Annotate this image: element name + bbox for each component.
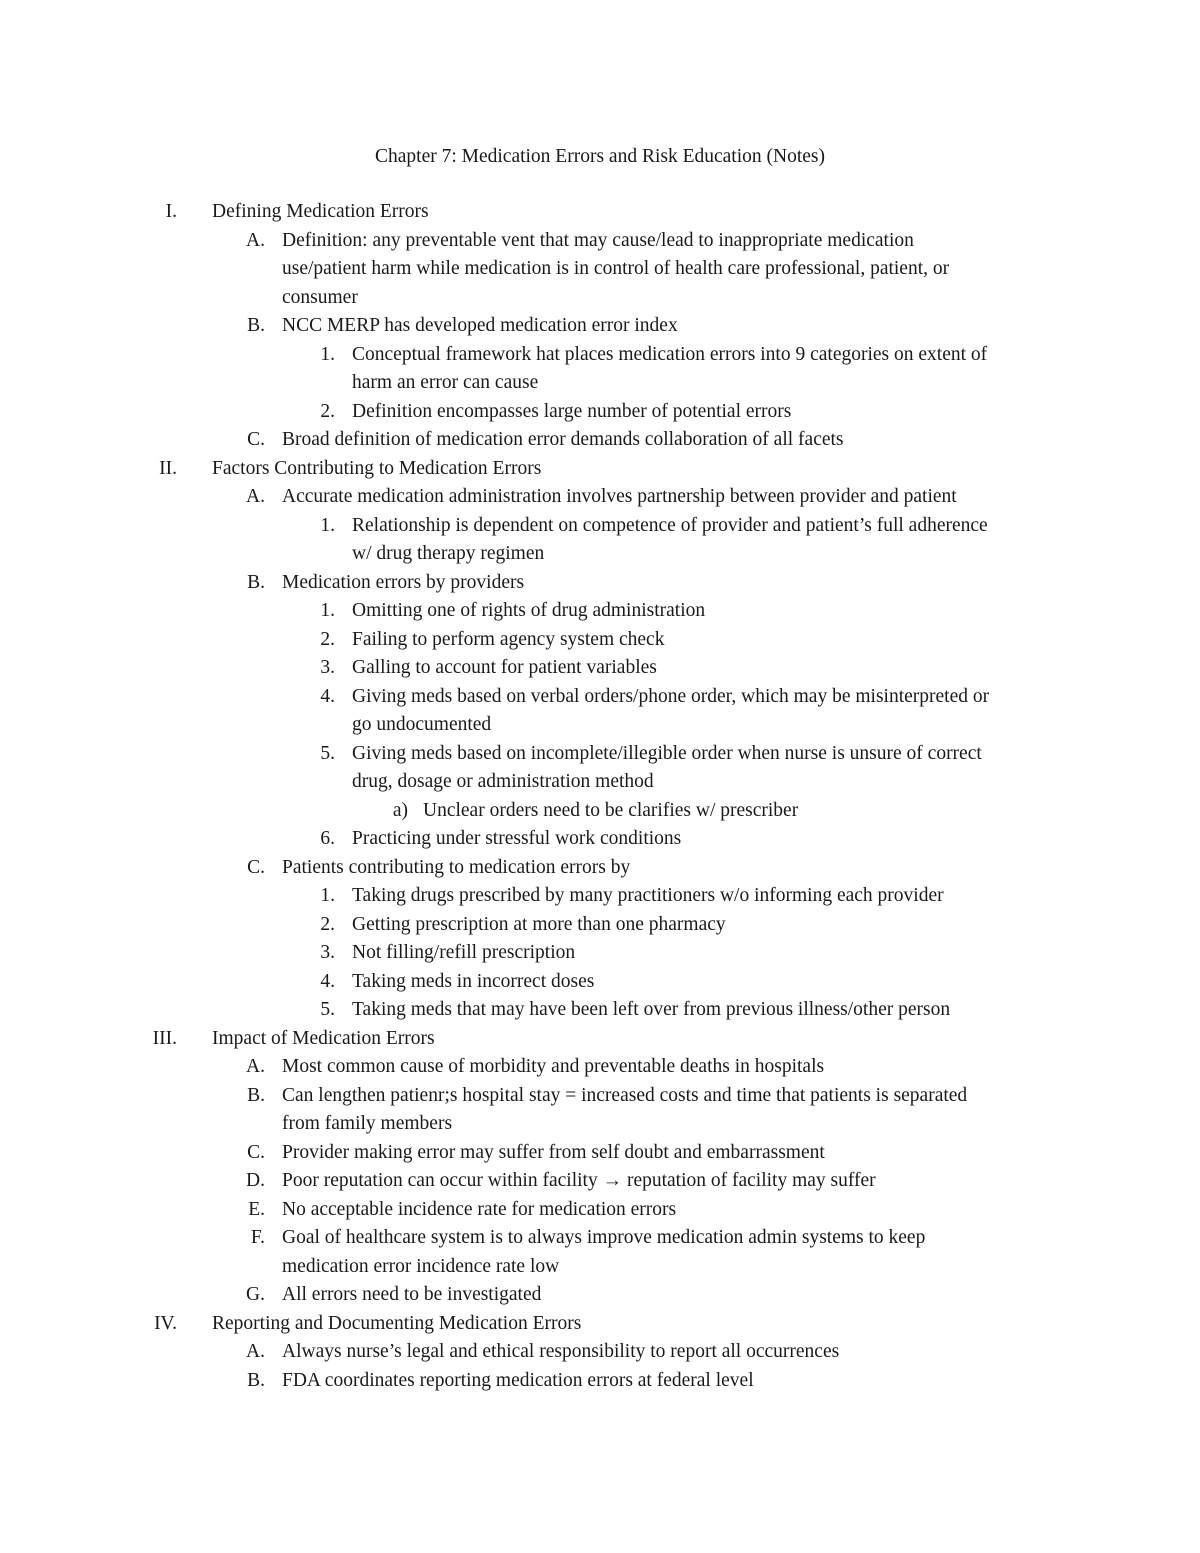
outline-marker: D. [246,1170,265,1191]
outline-numbered-item [0,398,1200,427]
outline-marker: 1. [320,600,335,621]
outline-numbered-item [0,512,1200,541]
outline-marker: E. [248,1198,265,1220]
outline-marker: 1. [320,885,335,906]
outline-subsection-continuation [0,1253,1200,1282]
outline-numbered-item-continuation [0,711,1200,740]
outline-marker: A. [246,1056,265,1077]
outline-numbered-item [0,911,1200,940]
document-title: Chapter 7: Medication Errors and Risk Education (Notes) [374,146,825,167]
outline-numbered-item [0,939,1200,968]
outline-numbered-item [0,654,1200,683]
outline-marker: B. [247,571,265,593]
outline-text: Taking meds in incorrect doses [352,970,595,992]
outline-marker: IV. [154,1312,177,1334]
outline-text: NCC MERP has developed medication error index [282,315,678,336]
outline-text: Unclear orders need to be clarifies w/ prescriber [423,799,799,821]
outline-text: Not filling/refill prescription [352,942,576,963]
outline-text: Factors Contributing to Medication Errors [212,457,542,479]
outline-numbered-item-continuation [0,540,1200,569]
outline-text: Accurate medication administration involves partnership between provider and patient [282,486,957,507]
outline-marker: III. [152,1027,177,1049]
outline-marker: C. [247,856,265,878]
outline-marker: 5. [320,999,335,1020]
outline-marker: C. [247,429,265,450]
outline-subsection-continuation [0,1110,1200,1139]
outline-subsection [0,1139,1200,1168]
outline-text: Goal of healthcare system is to always improve medication admin systems to keep [282,1227,926,1248]
outline-text: harm an error can cause [352,372,539,393]
outline-text: w/ drug therapy regimen [352,543,545,564]
outline-subsection [0,1082,1200,1111]
outline-marker: II. [159,457,177,479]
outline-subsection [0,312,1200,341]
outline-subsection [0,1338,1200,1367]
outline-numbered-item [0,825,1200,854]
outline-marker: 4. [320,970,335,992]
outline-subsection [0,227,1200,256]
outline-text: Giving meds based on verbal orders/phone order, which may be misinterpreted or [352,685,990,707]
outline-text: Provider making error may suffer from self doubt and embarrassment [282,1141,825,1163]
outline-text: Defining Medication Errors [212,201,429,222]
outline-numbered-item [0,882,1200,911]
outline-text: Always nurse’s legal and ethical responsibility to report all occurrences [282,1341,840,1362]
outline-text: from family members [282,1113,453,1134]
outline-text: Reporting and Documenting Medication Errors [212,1312,582,1334]
outline-marker: 3. [320,942,335,963]
outline-marker: 3. [320,657,335,678]
outline-marker: 2. [320,913,335,935]
outline-subsection [0,1167,1200,1196]
outline-text: Broad definition of medication error demands collaboration of all facets [282,429,844,450]
outline-subsection [0,1224,1200,1253]
outline-subsection [0,426,1200,455]
outline-text: drug, dosage or administration method [352,771,654,792]
outline-text: go undocumented [352,714,492,735]
outline-marker: A. [246,486,265,507]
outline-subsection [0,1053,1200,1082]
outline-text: Galling to account for patient variables [352,657,657,678]
outline-marker: B. [247,1369,265,1391]
outline-marker: I. [165,201,177,222]
outline-text: Definition: any preventable vent that may cause/lead to inappropriate medication [282,229,914,251]
outline-text: Conceptual framework hat places medication errors into 9 categories on extent of [352,343,988,365]
outline-text: consumer [282,286,358,308]
outline-marker: A. [246,229,265,251]
outline-marker: B. [247,1084,265,1106]
outline-text: Relationship is dependent on competence of provider and patient’s full adherence [352,514,988,536]
outline-subsection [0,854,1200,883]
outline-marker: 4. [320,685,335,707]
outline-lettered-subitem [0,797,1200,826]
outline-numbered-item [0,968,1200,997]
outline-text: use/patient harm while medication is in control of health care professional, patient, or [282,258,950,279]
notes-outline [0,198,1200,1395]
outline-subsection-continuation [0,255,1200,284]
outline-text: No acceptable incidence rate for medication errors [282,1198,677,1220]
outline-text: Patients contributing to medication errors by [282,856,631,878]
outline-text: Practicing under stressful work conditions [352,828,682,849]
outline-marker: 5. [320,742,335,764]
outline-text: Poor reputation can occur within facility → reputation of facility may suffer [282,1170,876,1191]
outline-text: Getting prescription at more than one pharmacy [352,913,726,935]
outline-text: Giving meds based on incomplete/illegible order when nurse is unsure of correct [352,742,982,764]
outline-marker: 1. [320,343,335,365]
outline-text: Definition encompasses large number of potential errors [352,400,792,422]
outline-subsection [0,1281,1200,1310]
outline-text: FDA coordinates reporting medication errors at federal level [282,1369,754,1391]
outline-numbered-item-continuation [0,768,1200,797]
outline-numbered-item [0,996,1200,1025]
outline-numbered-item [0,683,1200,712]
outline-text: Omitting one of rights of drug administration [352,600,706,621]
outline-marker: 6. [320,828,335,849]
outline-numbered-item [0,597,1200,626]
outline-text: Impact of Medication Errors [212,1027,435,1049]
outline-marker: F. [250,1227,265,1248]
outline-numbered-item-continuation [0,369,1200,398]
outline-text: Failing to perform agency system check [352,628,665,650]
outline-section [0,198,1200,227]
outline-subsection [0,1367,1200,1396]
outline-text: Can lengthen patienr;s hospital stay = increased costs and time that patients is separated [282,1084,968,1106]
outline-marker: 1. [320,514,335,536]
outline-marker: 2. [320,400,335,422]
outline-text: medication error incidence rate low [282,1255,560,1277]
outline-numbered-item [0,341,1200,370]
outline-section [0,1310,1200,1339]
outline-marker: A. [246,1341,265,1362]
outline-subsection [0,1196,1200,1225]
outline-text: Taking drugs prescribed by many practitioners w/o informing each provider [352,885,944,906]
outline-subsection [0,483,1200,512]
outline-numbered-item [0,740,1200,769]
outline-marker: G. [246,1284,265,1305]
outline-subsection-continuation [0,284,1200,313]
outline-section [0,455,1200,484]
outline-marker: C. [247,1141,265,1163]
outline-text: Most common cause of morbidity and preventable deaths in hospitals [282,1056,825,1077]
outline-numbered-item [0,626,1200,655]
outline-text: Taking meds that may have been left over from previous illness/other person [352,999,951,1020]
outline-text: All errors need to be investigated [282,1284,542,1305]
outline-marker: B. [247,315,265,336]
outline-marker: 2. [320,628,335,650]
outline-section [0,1025,1200,1054]
outline-marker: a) [392,799,408,821]
outline-text: Medication errors by providers [282,571,525,593]
outline-subsection [0,569,1200,598]
